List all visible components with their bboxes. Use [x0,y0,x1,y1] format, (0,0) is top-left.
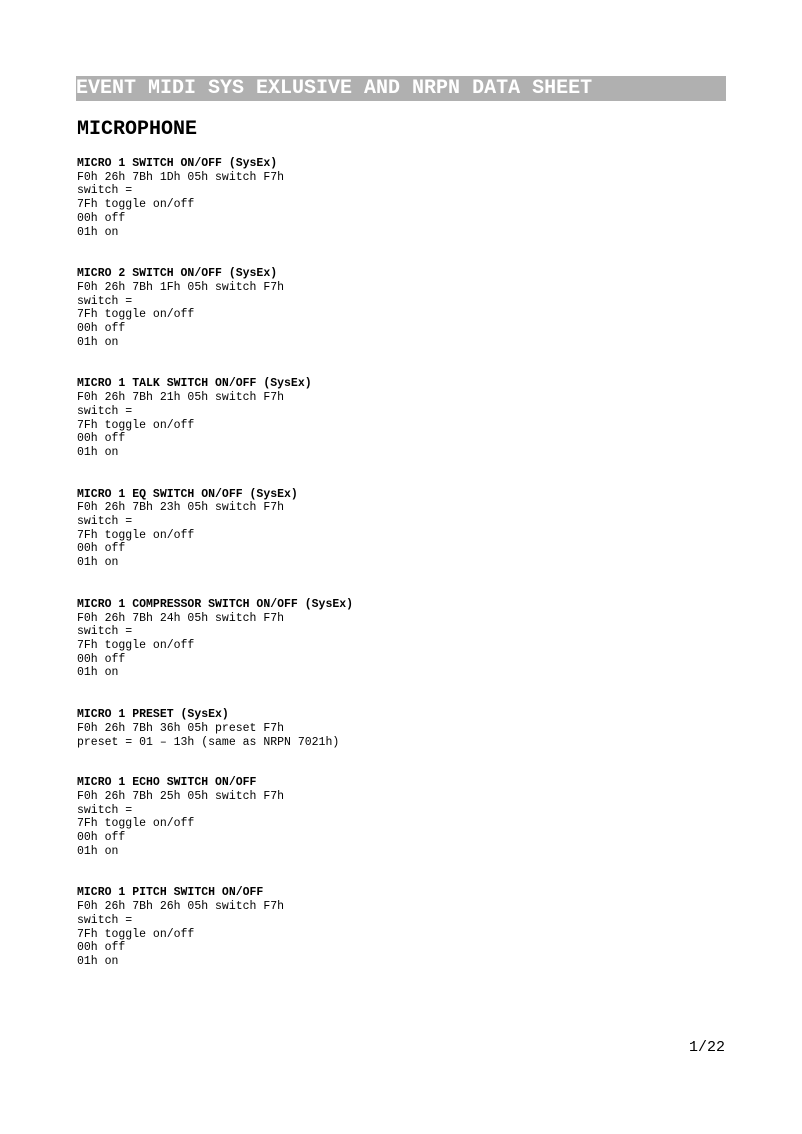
entry-title: MICRO 1 PITCH SWITCH ON/OFF [77,886,264,900]
entry-line: F0h 26h 7Bh 24h 05h switch F7h [77,611,285,625]
entry-line: 7Fh toggle on/off [77,418,195,432]
entry-line: switch = [77,515,133,529]
entry-line: switch = [77,404,133,418]
entry-line: switch = [77,294,133,308]
entry-line: preset = 01 – 13h (same as NRPN 7021h) [77,735,340,749]
entry-line: 00h off [77,322,126,336]
entry-line: 01h on [77,556,119,570]
entry-line: 7Fh toggle on/off [77,528,195,542]
entry-line: 7Fh toggle on/off [77,198,195,212]
entry-line: 7Fh toggle on/off [77,817,195,831]
entry-title: MICRO 1 TALK SWITCH ON/OFF (SysEx) [77,377,312,391]
entry-title: MICRO 1 COMPRESSOR SWITCH ON/OFF (SysEx) [77,597,354,611]
entry-block [77,708,717,749]
entry-line: 7Fh toggle on/off [77,927,195,941]
entry-line: F0h 26h 7Bh 1Dh 05h switch F7h [77,170,285,184]
entry-block [77,598,717,680]
entry-line: 00h off [77,941,126,955]
entry-line: switch = [77,913,133,927]
entry-line: F0h 26h 7Bh 1Fh 05h switch F7h [77,280,285,294]
entry-line: 01h on [77,666,119,680]
section-title: MICROPHONE [77,118,198,141]
entry-line: 00h off [77,831,126,845]
entry-line: 01h on [77,225,119,239]
entry-line: 01h on [77,844,119,858]
entry-line: 7Fh toggle on/off [77,308,195,322]
entry-title: MICRO 1 EQ SWITCH ON/OFF (SysEx) [77,487,298,501]
entry-line: F0h 26h 7Bh 21h 05h switch F7h [77,391,285,405]
entry-line: switch = [77,184,133,198]
entry-block [77,267,717,349]
entry-line: 7Fh toggle on/off [77,638,195,652]
entry-list [77,157,717,969]
entry-block [77,776,717,858]
entry-line: 01h on [77,445,119,459]
entry-line: F0h 26h 7Bh 36h 05h preset F7h [77,721,285,735]
entry-line: F0h 26h 7Bh 26h 05h switch F7h [77,900,285,914]
entry-block [77,886,717,968]
entry-title: MICRO 1 PRESET (SysEx) [77,708,229,722]
entry-line: 00h off [77,211,126,225]
entry-line: F0h 26h 7Bh 25h 05h switch F7h [77,789,285,803]
entry-line: 00h off [77,432,126,446]
entry-line: 01h on [77,954,119,968]
entry-block [77,377,717,459]
entry-line: switch = [77,803,133,817]
page-title: EVENT MIDI SYS EXLUSIVE AND NRPN DATA SHEET [76,76,726,101]
entry-line: 01h on [77,335,119,349]
entry-line: switch = [77,625,133,639]
entry-title: MICRO 1 ECHO SWITCH ON/OFF [77,776,257,790]
entry-block [77,157,717,239]
entry-line: F0h 26h 7Bh 23h 05h switch F7h [77,501,285,515]
entry-block [77,488,717,570]
entry-title: MICRO 1 SWITCH ON/OFF (SysEx) [77,157,278,170]
page-number: 1/22 [688,1039,725,1056]
entry-line: 00h off [77,652,126,666]
entry-title: MICRO 2 SWITCH ON/OFF (SysEx) [77,267,278,281]
entry-line: 00h off [77,542,126,556]
